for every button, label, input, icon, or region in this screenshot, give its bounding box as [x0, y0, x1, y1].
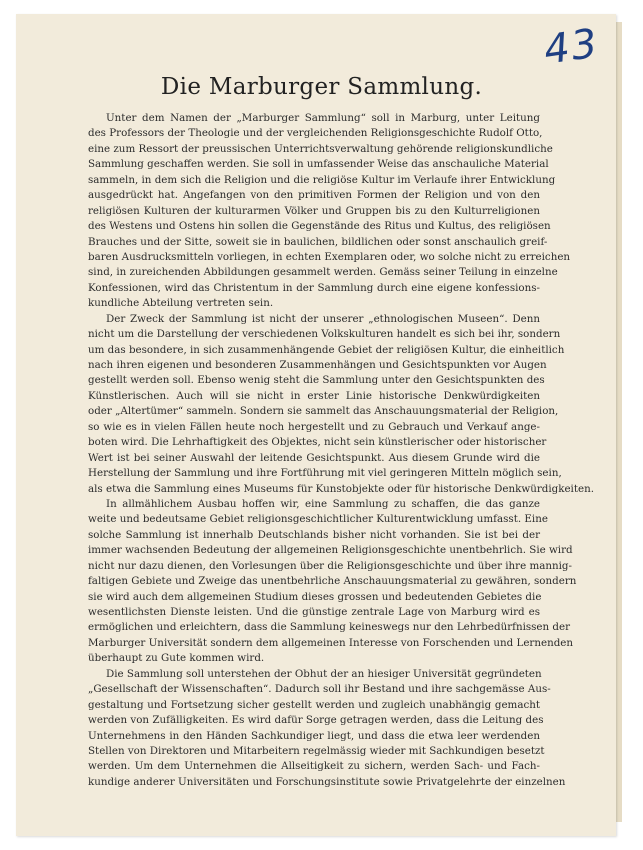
text-line: gestaltung und Fortsetzung sicher gestellt werden und zugleich unabhängig gemacht — [88, 698, 540, 711]
text-line: als etwa die Sammlung eines Museums für Kunstobjekte oder für historische Denkwürdigkeiten. — [88, 482, 594, 495]
paragraph-1 — [88, 111, 571, 312]
text-line: ausgedrückt hat. Angefangen von den primitiven Formen der Religion und von den — [88, 189, 540, 202]
text-line: Der Zweck der Sammlung ist nicht der unserer „ethnologischen Museen“. Denn — [106, 312, 540, 325]
text-line: sie wird auch dem allgemeinen Studium dieses grossen und bedeutenden Gebietes die — [88, 590, 542, 603]
text-line: nicht nur dazu dienen, den Vorlesungen über die Religionsgeschichte und über ihre mannig- — [88, 559, 573, 572]
text-line: weite und bedeutsame Gebiet religionsgeschichtlicher Kulturentwicklung umfasst. Eine — [88, 513, 548, 526]
text-line: Stellen von Direktoren und Mitarbeitern regelmässig wieder mit Sachkundigen besetzt — [88, 744, 545, 757]
text-line: sind, in zureichenden Abbildungen gesammelt werden. Gemäss seiner Teilung in einzelne — [88, 266, 558, 279]
text-line: Wert ist bei seiner Auswahl der leitende Gesichtspunkt. Aus diesem Grunde wird die — [88, 451, 540, 464]
text-line: so wie es in vielen Fällen heute noch hergestellt und zu Gebrauch und Verkauf ange- — [88, 420, 540, 433]
text-line: werden. Um dem Unternehmen die Allseitigkeit zu sichern, werden Sach- und Fach- — [88, 760, 540, 773]
text-line: Marburger Universität sondern dem allgemeinen Interesse von Forschenden und Lernenden — [88, 636, 574, 649]
text-line: des Professors der Theologie und der vergleichenden Religionsgeschichte Rudolf Otto, — [88, 127, 543, 140]
document-body — [88, 111, 594, 790]
text-line: oder „Altertümer“ sammeln. Sondern sie sammelt das Anschauungsmaterial der Religion, — [88, 405, 559, 418]
text-line: sammeln, in dem sich die Religion und die religiöse Kultur im Verlaufe ihrer Entwicklung — [88, 173, 556, 186]
text-line: kundliche Abteilung vertreten sein. — [88, 297, 274, 310]
text-line: „Gesellschaft der Wissenschaften“. Dadurch soll ihr Bestand und ihre sachgemässe Aus- — [88, 683, 551, 696]
text-line: Unter dem Namen der „Marburger Sammlung“ soll in Marburg, unter Leitung — [106, 112, 540, 124]
text-line: werden von Zufälligkeiten. Es wird dafür Sorge getragen werden, dass die Leitung des — [88, 714, 544, 727]
paragraph-3 — [88, 497, 577, 667]
paragraph-2 — [88, 312, 594, 497]
handwritten-page-number: 43 — [541, 20, 602, 74]
text-line: des Westens und Ostens hin sollen die Gegenstände des Ritus und Kultus, des religiösen — [88, 220, 551, 233]
text-line: In allmählichem Ausbau hoffen wir, eine Sammlung zu schaffen, die das ganze — [106, 497, 540, 510]
text-line: gestellt werden soll. Ebenso wenig steht die Sammlung unter den Gesichtspunkten des — [88, 374, 545, 387]
text-line: baren Ausdrucksmitteln vorliegen, in echten Exemplaren oder, wo solche nicht zu erreichen — [88, 250, 571, 263]
text-line: religiösen Kulturen der kulturarmen Völker und Gruppen bis zu den Kulturreligionen — [88, 204, 540, 217]
text-line: nicht um die Darstellung der verschiedenen Volkskulturen handelt es sich bei ihr, sondern — [88, 328, 561, 341]
text-line: Konfessionen, wird das Christentum in der Sammlung durch eine eigene konfessions- — [88, 281, 540, 294]
text-line: nach ihren eigenen und besonderen Zusammenhängen und Gesichtspunkten vor Augen — [88, 359, 547, 371]
text-line: Unternehmens in den Händen Sachkundiger liegt, und dass die etwa leer werdenden — [88, 729, 540, 742]
paragraph-4 — [88, 667, 566, 791]
text-line: Sammlung geschaffen werden. Sie soll in umfassender Weise das anschauliche Material — [88, 158, 549, 171]
text-line: Herstellung der Sammlung und ihre Fortführung mit viel geringeren Mitteln möglich sein, — [88, 467, 562, 480]
text-line: wesentlichsten Dienste leisten. Und die günstige zentrale Lage von Marburg wird es — [88, 606, 540, 618]
text-line: Brauches und der Sitte, soweit sie in baulichen, bildlichen oder sonst anschaulich greif- — [88, 235, 548, 248]
text-line: eine zum Ressort der preussischen Unterrichtsverwaltung gehörende religionskundliche — [88, 142, 553, 155]
text-line: um das besondere, in sich zusammenhängende Gebiet der religiösen Kultur, die einheitlich — [88, 343, 565, 356]
text-line: Künstlerischen. Auch will sie nicht in erster Linie historische Denkwürdigkeiten — [88, 389, 540, 402]
text-line: solche Sammlung ist innerhalb Deutschlands bisher nicht vorhanden. Sie ist bei der — [88, 528, 540, 541]
text-line: überhaupt zu Gute kommen wird. — [88, 652, 265, 665]
document-title: Die Marburger Sammlung. — [160, 74, 483, 100]
text-line: boten wird. Die Lehrhaftigkeit des Objektes, nicht sein künstlerischer oder historischer — [88, 436, 547, 449]
text-line: Die Sammlung soll unterstehen der Obhut der an hiesiger Universität gegründeten — [106, 667, 542, 680]
text-line: ermöglichen und erleichtern, dass die Sammlung keineswegs nur den Lehrbedürfnissen der — [88, 621, 571, 634]
text-line: kundige anderer Universitäten und Forschungsinstitute sowie Privatgelehrte der einzelnen — [88, 775, 566, 788]
text-line: faltigen Gebiete und Zweige das unentbehrliche Anschauungsmaterial zu gewähren, sondern — [88, 575, 577, 588]
text-line: immer wachsenden Bedeutung der allgemeinen Religionsgeschichte unentbehrlich. Sie wird — [88, 544, 573, 557]
